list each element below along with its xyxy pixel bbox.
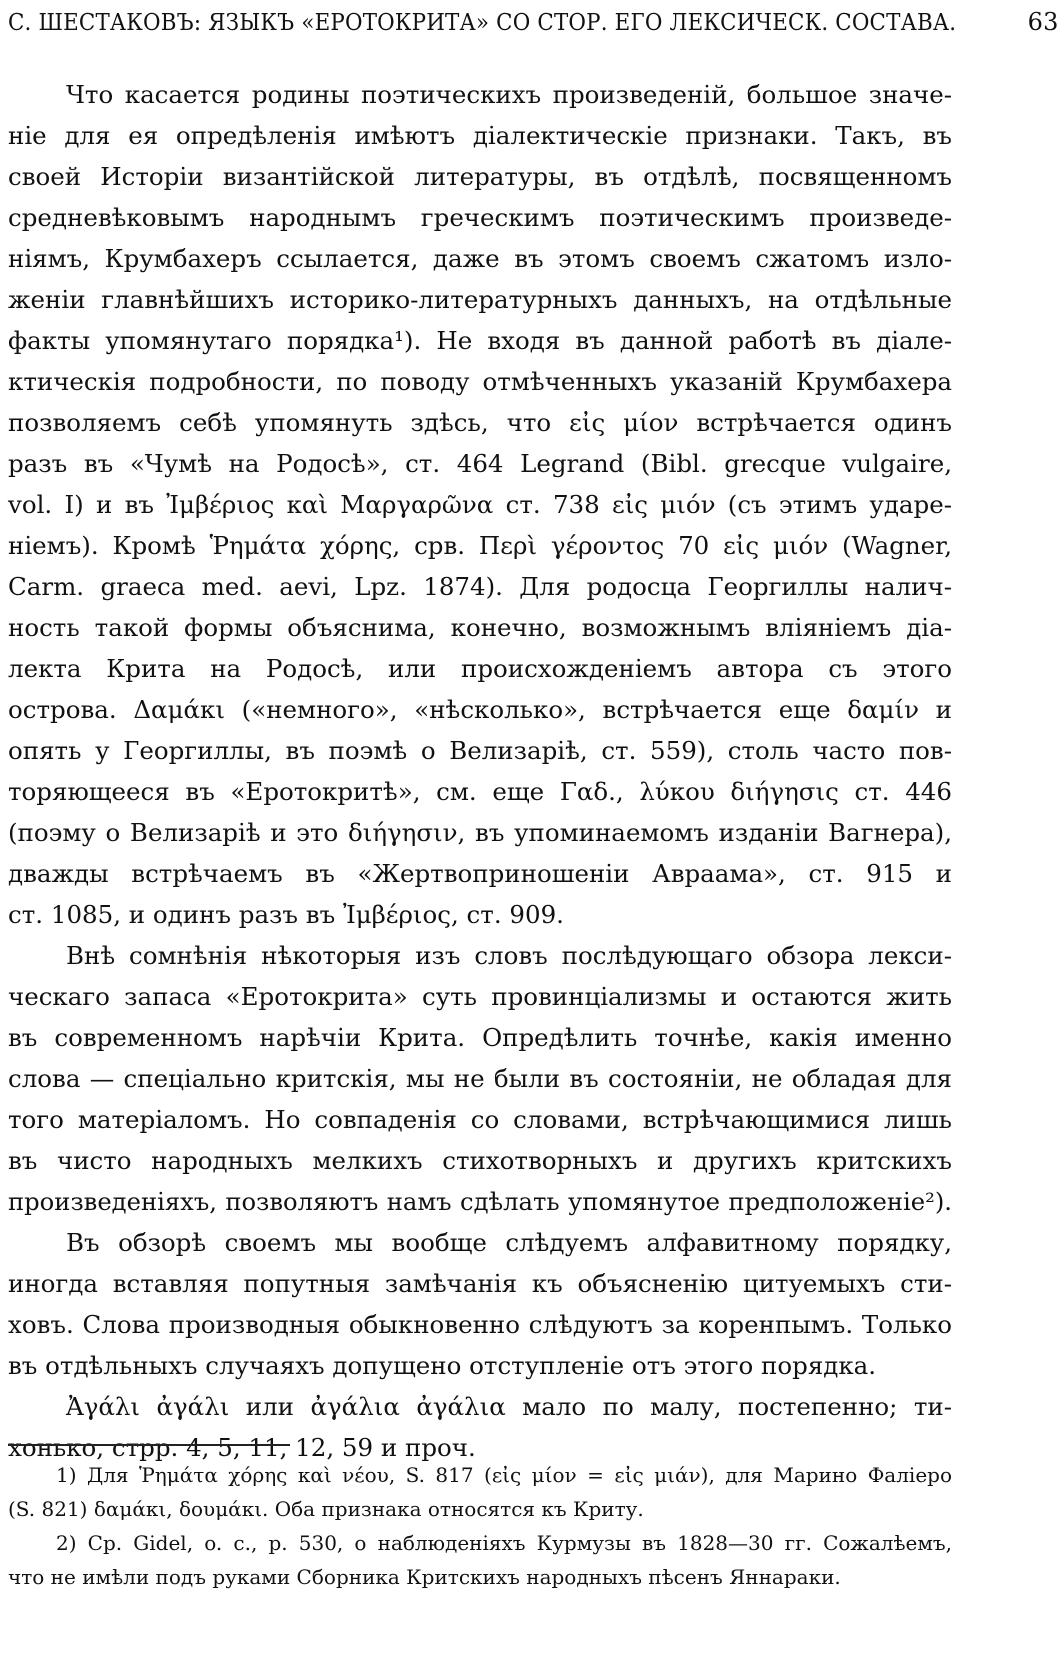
- body-text: [8, 74, 952, 1468]
- text-line: ніемъ). Кромѣ Ῥημάτα χόρης, срв. Περὶ γέροντος 70 εἰς μιόν (Wagner,: [8, 531, 952, 560]
- text-line: факты упомянутаго порядка¹). Не входя въ данной работѣ въ діале-: [8, 326, 952, 355]
- text-line: ческаго запаса «Еротокрита» суть провинціализмы и остаются жить: [8, 982, 952, 1011]
- text-line: произведеніяхъ, позволяютъ намъ сдѣлать упомянутое предположеніе²).: [8, 1187, 952, 1216]
- running-head: [8, 8, 1059, 44]
- text-line: ст. 1085, и одинъ разъ въ Ἰμβέριος, ст. 909.: [8, 900, 564, 929]
- text-line: ность такой формы объяснима, конечно, возможнымъ вліяніемъ діа-: [8, 613, 952, 642]
- text-line: женіи главнѣйшихъ историко-литературныхъ данныхъ, на отдѣльные: [8, 285, 952, 314]
- lexicon-entry-line: Ἀγάλι ἀγάλι или ἀγάλια ἀγάλια мало по малу, постепенно; ти-: [66, 1392, 952, 1421]
- text-line: иногда вставляя попутныя замѣчанія къ объясненію цитуемыхъ сти-: [8, 1269, 952, 1298]
- footnote-rule: [8, 1444, 290, 1446]
- text-line: Въ обзорѣ своемъ мы вообще слѣдуемъ алфавитному порядку,: [66, 1228, 952, 1257]
- text-line: въ современномъ нарѣчіи Крита. Опредѣлить точнѣе, какія именно: [8, 1023, 952, 1052]
- lexicon-entry-line: хонько, стрр. 4, 5, 11, 12, 59 и проч.: [8, 1433, 476, 1462]
- text-line: острова. Δαμάκι («немного», «нѣсколько», встрѣчается еще δαμίν и: [8, 695, 952, 724]
- text-line: торяющееся въ «Еротокритѣ», см. еще Γαδ., λύκου διήγησις ст. 446: [8, 777, 952, 806]
- text-line: дважды встрѣчаемъ въ «Жертвоприношеніи Авраама», ст. 915 и: [8, 859, 952, 888]
- running-head-title: С. ШЕСТАКОВЪ: ЯЗЫКЪ «ЕРОТОКРИТА» СО СТОР. ЕГО ЛЕКСИЧЕСК. СОСТАВА.: [8, 10, 957, 36]
- footnote-line: 1) Для Ῥημάτα χόρης καὶ νέου, S. 817 (εἰς μίον = εἰς μιάν), для Марино Фаліеро: [56, 1463, 952, 1487]
- text-line: Внѣ сомнѣнія нѣкоторыя изъ словъ послѣдующаго обзора лекси-: [66, 941, 952, 970]
- text-line: своей Исторіи византійской литературы, въ отдѣлѣ, посвященномъ: [8, 162, 952, 191]
- footnote-line: (S. 821) δαμάκι, δουμάκι. Оба признака относятся къ Криту.: [8, 1497, 644, 1521]
- text-line: ктическія подробности, по поводу отмѣченныхъ указаній Крумбахера: [8, 367, 952, 396]
- text-line: того матеріаломъ. Но совпаденія со словами, встрѣчающимися лишь: [8, 1105, 952, 1134]
- text-line: ховъ. Слова производныя обыкновенно слѣдуютъ за коренпымъ. Только: [8, 1310, 952, 1339]
- text-line: разъ въ «Чумѣ на Родосѣ», ст. 464 Legrand (Bibl. grecque vulgaire,: [8, 449, 952, 478]
- page-number: 63: [1027, 8, 1059, 36]
- text-line: ніе для ея опредѣленія имѣютъ діалектическіе признаки. Такъ, въ: [8, 121, 952, 150]
- footnote-line: что не имѣли подъ руками Сборника Критскихъ народныхъ пѣсенъ Яннараки.: [8, 1565, 841, 1589]
- text-line: средневѣковымъ народнымъ греческимъ поэтическимъ произведе-: [8, 203, 952, 232]
- text-line: (поэму о Велизаріѣ и это διήγησιν, въ упоминаемомъ изданіи Вагнера),: [8, 818, 952, 847]
- footnotes: [8, 1458, 952, 1594]
- text-line: слова — спеціально критскія, мы не были въ состояніи, не обладая для: [8, 1064, 952, 1093]
- text-line: Что касается родины поэтическихъ произведеній, большое значе-: [66, 80, 952, 109]
- footnote-line: 2) Ср. Gidel, o. c., p. 530, о наблюденіяхъ Курмузы въ 1828—30 гг. Сожалѣемъ,: [56, 1531, 952, 1555]
- text-line: позволяемъ себѣ упомянуть здѣсь, что εἰς μίον встрѣчается одинъ: [8, 408, 952, 437]
- text-line: vol. I) и въ Ἰμβέριος καὶ Μαργαρῶνα ст. 738 εἰς μιόν (съ этимъ ударе-: [8, 490, 952, 519]
- text-line: въ отдѣльныхъ случаяхъ допущено отступленіе отъ этого порядка.: [8, 1351, 877, 1380]
- text-line: Carm. graeca med. aevi, Lpz. 1874). Для родосца Георгиллы налич-: [8, 572, 952, 601]
- text-line: опять у Георгиллы, въ поэмѣ о Велизаріѣ, ст. 559), столь часто пов-: [8, 736, 952, 765]
- text-line: въ чисто народныхъ мелкихъ стихотворныхъ и другихъ критскихъ: [8, 1146, 952, 1175]
- text-line: ніямъ, Крумбахеръ ссылается, даже въ этомъ своемъ сжатомъ изло-: [8, 244, 952, 273]
- text-line: лекта Крита на Родосѣ, или происхожденіемъ автора съ этого: [8, 654, 952, 683]
